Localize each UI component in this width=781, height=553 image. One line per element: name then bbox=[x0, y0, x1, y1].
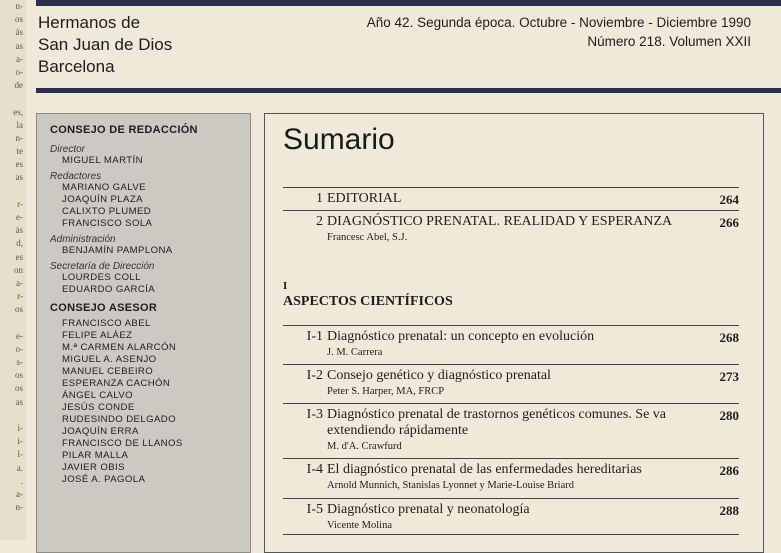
margin-text-fragment: i- bbox=[17, 423, 23, 433]
board-member-name: FRANCISCO SOLA bbox=[62, 218, 153, 229]
margin-text-fragment: d, bbox=[16, 238, 23, 249]
board-member-name: JESÚS CONDE bbox=[62, 402, 135, 413]
margin-text-fragment: as bbox=[15, 396, 23, 407]
margin-text-fragment: es bbox=[15, 251, 23, 262]
board-member-name: FELIPE ALÁEZ bbox=[62, 330, 133, 341]
entry-rule bbox=[283, 187, 739, 188]
toc-article[interactable] bbox=[283, 364, 739, 397]
summary-title: Sumario bbox=[283, 123, 395, 156]
toc-entry[interactable] bbox=[283, 187, 739, 207]
advisory-list bbox=[50, 318, 240, 486]
board-heading: CONSEJO DE REDACCIÓN bbox=[50, 124, 198, 136]
margin-text-fragment bbox=[0, 92, 26, 105]
board-member-name: JAVIER OBIS bbox=[62, 462, 125, 473]
entry-title: DIAGNÓSTICO PRENATAL. REALIDAD Y ESPERANZA bbox=[327, 214, 673, 229]
board-member-name: JOSÉ A. PAGOLA bbox=[62, 474, 146, 485]
publication-name bbox=[38, 12, 172, 78]
margin-text-fragment: es, bbox=[13, 106, 23, 117]
board-member-name: ESPERANZA CACHÓN bbox=[62, 378, 171, 389]
margin-text-fragment: a- bbox=[16, 277, 23, 288]
margin-text-fragment: i- bbox=[17, 436, 23, 447]
article-number: I-2 bbox=[306, 368, 323, 383]
margin-text-fragment: e- bbox=[16, 212, 23, 222]
article-page: 280 bbox=[719, 408, 739, 423]
board-member-name: FRANCISCO DE LLANOS bbox=[62, 438, 183, 449]
toc-article[interactable] bbox=[283, 498, 739, 531]
article-author: M. d'A. Crawfurd bbox=[327, 441, 402, 452]
article-rule bbox=[283, 364, 739, 365]
board-member-name: BENJAMÍN PAMPLONA bbox=[62, 245, 173, 256]
director-list bbox=[50, 155, 240, 167]
margin-text-fragment: n- bbox=[15, 132, 23, 143]
secretary-list bbox=[50, 272, 240, 296]
margin-text-fragment bbox=[0, 185, 26, 198]
margin-text-fragment: . bbox=[20, 475, 23, 486]
board-member-name: JOAQUÍN PLAZA bbox=[62, 194, 143, 205]
secretary-label: Secretaría de Dirección bbox=[50, 261, 155, 272]
article-number: I-4 bbox=[306, 462, 323, 477]
section-number: I bbox=[283, 280, 288, 292]
margin-text-fragment: on bbox=[14, 264, 23, 275]
toc-article[interactable] bbox=[283, 403, 739, 452]
margin-text-fragment: os bbox=[14, 383, 23, 394]
margin-text-fragment: s- bbox=[16, 357, 23, 368]
article-title: Consejo genético y diagnóstico prenatal bbox=[327, 368, 551, 383]
entry-number: 2 bbox=[316, 214, 323, 229]
margin-text-fragment: de bbox=[14, 80, 23, 91]
article-rule bbox=[283, 534, 739, 535]
bottom-rule bbox=[283, 534, 739, 535]
advisory-heading: CONSEJO ASESOR bbox=[50, 302, 158, 314]
toc-article[interactable] bbox=[283, 458, 739, 491]
margin-text-fragment: o- bbox=[15, 343, 23, 354]
previous-page-margin-text bbox=[0, 0, 26, 540]
margin-text-fragment: es bbox=[15, 159, 23, 170]
article-title: El diagnóstico prenatal de las enfermedades hereditarias bbox=[327, 462, 642, 477]
editors-list bbox=[50, 182, 240, 230]
editorial-board-box bbox=[36, 113, 251, 553]
header-divider bbox=[36, 88, 781, 93]
margin-text-fragment: te bbox=[16, 146, 23, 157]
margin-text-fragment: r- bbox=[17, 291, 23, 302]
article-author: Arnold Munnich, Stanislas Lyonnet y Marie-Louise Briard bbox=[327, 480, 575, 491]
article-title: Diagnóstico prenatal y neonatología bbox=[327, 502, 530, 517]
publication-city: Barcelona bbox=[38, 57, 115, 76]
board-member-name: JOAQUÍN ERRA bbox=[62, 426, 139, 437]
article-rule bbox=[283, 403, 739, 404]
margin-text-fragment: ás bbox=[15, 27, 23, 38]
margin-text-fragment: la bbox=[16, 119, 23, 130]
margin-text-fragment: as bbox=[15, 40, 23, 51]
publication-name-line2: San Juan de Dios bbox=[38, 35, 173, 54]
editors-label: Redactores bbox=[50, 171, 102, 182]
board-member-name: CALIXTO PLUMED bbox=[62, 206, 152, 217]
margin-text-fragment: as bbox=[15, 172, 23, 183]
board-member-name: MIGUEL MARTÍN bbox=[62, 155, 143, 166]
article-number: I-5 bbox=[306, 502, 323, 517]
article-rule bbox=[283, 325, 739, 326]
entry-number: 1 bbox=[316, 191, 323, 206]
article-rule bbox=[283, 498, 739, 499]
administration-list bbox=[50, 245, 240, 257]
entry-rule bbox=[283, 210, 739, 211]
margin-text-fragment: e- bbox=[16, 330, 23, 341]
top-rule bbox=[36, 0, 781, 6]
board-member-name: MARIANO GALVE bbox=[62, 182, 146, 193]
article-page: 286 bbox=[719, 463, 739, 478]
article-page: 268 bbox=[719, 330, 739, 345]
board-member-name: EDUARDO GARCÍA bbox=[62, 284, 156, 295]
margin-text-fragment: os bbox=[14, 304, 23, 315]
margin-text-fragment: a- bbox=[16, 488, 23, 499]
board-member-name: MANUEL CEBEIRO bbox=[62, 366, 154, 377]
entry-author: Francesc Abel, S.J. bbox=[327, 232, 408, 243]
article-title: Diagnóstico prenatal de trastornos genéticos comunes. Se va extendiendo rápidamente bbox=[327, 407, 667, 438]
article-page: 288 bbox=[719, 503, 739, 518]
margin-text-fragment: n- bbox=[15, 1, 23, 11]
article-number: I-1 bbox=[306, 329, 323, 344]
issue-info bbox=[367, 13, 751, 51]
toc-entry[interactable] bbox=[283, 210, 739, 243]
margin-text-fragment: ás bbox=[15, 225, 23, 236]
board-member-name: FRANCISCO ABEL bbox=[62, 318, 151, 329]
table-of-contents bbox=[264, 113, 764, 553]
margin-text-fragment bbox=[0, 317, 26, 330]
issue-date: Año 42. Segunda época. Octubre - Noviembre - Diciembre 1990 bbox=[366, 15, 751, 30]
article-author: Peter S. Harper, MA, FRCP bbox=[327, 386, 445, 397]
entry-title: EDITORIAL bbox=[327, 191, 402, 206]
administration-label: Administración bbox=[50, 234, 116, 245]
article-number: I-3 bbox=[306, 407, 323, 422]
director-label: Director bbox=[50, 144, 86, 155]
margin-text-fragment: os bbox=[14, 14, 23, 25]
margin-text-fragment: a- bbox=[16, 53, 23, 64]
board-member-name: MIGUEL A. ASENJO bbox=[62, 354, 157, 365]
margin-text-fragment: l- bbox=[17, 449, 23, 460]
entry-page: 264 bbox=[719, 192, 739, 207]
board-member-name: ÁNGEL CALVO bbox=[62, 390, 134, 401]
margin-text-fragment: a. bbox=[16, 462, 23, 473]
board-member-name: RUDESINDO DELGADO bbox=[62, 414, 176, 425]
margin-text-fragment: o- bbox=[15, 66, 23, 77]
board-member-name: M.ª CARMEN ALARCÓN bbox=[62, 342, 177, 353]
toc-article[interactable] bbox=[283, 325, 739, 358]
board-member-name: PILAR MALLA bbox=[62, 450, 129, 461]
margin-text-fragment: os bbox=[14, 370, 23, 381]
article-page: 273 bbox=[719, 369, 739, 384]
article-rule bbox=[283, 458, 739, 459]
publication-name-line1: Hermanos de bbox=[38, 13, 141, 32]
margin-text-fragment: r- bbox=[17, 198, 23, 209]
article-author: Vicente Molina bbox=[327, 520, 392, 531]
margin-text-fragment: n- bbox=[15, 502, 23, 513]
article-title: Diagnóstico prenatal: un concepto en evolución bbox=[327, 329, 595, 344]
article-author: J. M. Carrera bbox=[327, 347, 383, 358]
section-title: ASPECTOS CIENTÍFICOS bbox=[283, 294, 453, 309]
margin-text-fragment bbox=[0, 409, 26, 422]
entry-page: 266 bbox=[719, 215, 739, 230]
board-member-name: LOURDES COLL bbox=[62, 272, 141, 283]
issue-number: Número 218. Volumen XXII bbox=[587, 34, 751, 49]
